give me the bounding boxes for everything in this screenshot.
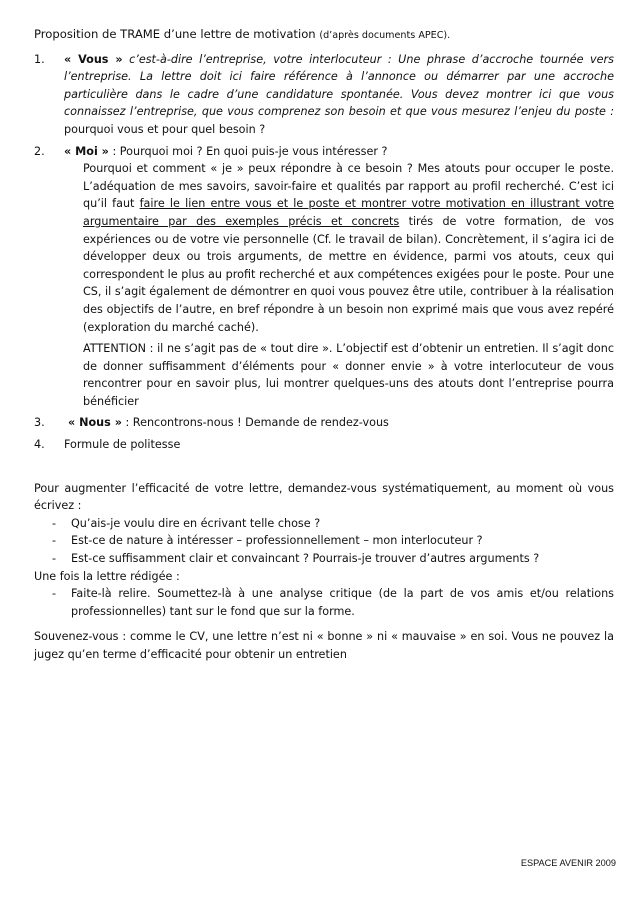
- section-text-end: pourquoi vous et pour quel besoin ?: [64, 122, 266, 136]
- underlined-text: faire le lien entre vous et le poste et montrer votre motivation en illustrant votre argumentaire par des exemples précis et concrets: [83, 197, 614, 228]
- paragraph-text-end: tirés de votre formation, de vos expériences ou de votre vie personnelle (Cf. le travail de bilan). Concrètement, il s’agira ici de développer deux ou trois arguments, de mettre en évidence, parmi vos atouts, ceux qui correspondent le plus au profit recherché et aux compétences exigées pour le poste. Pour une CS, il s’agit également de démontrer en quoi vous pouvez être utile, contribuer à la réalisation des objectifs de l’autre, en bref répondre à un besoin non exprimé mais que vous avez repéré (exploration du marché caché).: [83, 214, 614, 334]
- section-vous: [34, 51, 614, 139]
- section-text: c’est-à-dire l’entreprise, votre interlocuteur : Une phrase d’accroche tournée vers l’entreprise. La lettre doit ici faire référence à l’annonce ou démarrer par une accroche particulière dans le cadre d’une candidature spontanée. Vous devez montrer ici que vous connaissez l’entreprise, que vous comprenez son besoin et que vous mesurez l’enjeu du poste :: [64, 52, 614, 119]
- list-item: - Est-ce suffisamment clair et convaincant ? Pourrais-je trouver d’autres arguments ?: [52, 552, 540, 566]
- paragraph-atouts: [34, 160, 614, 336]
- footer-credit: ESPACE AVENIR 2009: [520, 858, 616, 868]
- conclusion-paragraph: Souvenez-vous : comme le CV, une lettre n’est ni « bonne » ni « mauvaise » en soi. Vous ne pouvez la jugez qu’en terme d’efficacité pour obtenir un entretien: [34, 630, 614, 661]
- section-politesse: [34, 436, 614, 454]
- efficacite-intro: Pour augmenter l’efficacité de votre lettre, demandez-vous systématiquement, au moment où vous écrivez :: [34, 481, 614, 513]
- section-nous: [34, 414, 614, 432]
- section-number: 3.: [34, 416, 45, 430]
- section-number: 2.: [34, 144, 45, 158]
- section-heading-text: : Pourquoi moi ? En quoi puis-je vous intéresser ?: [112, 144, 388, 158]
- keyword-nous: « Nous »: [68, 416, 122, 430]
- section-number: 1.: [34, 52, 45, 66]
- section-number: 4.: [34, 438, 45, 452]
- after-writing-list: [34, 585, 614, 620]
- title-source: (d’après documents APEC).: [319, 30, 451, 41]
- document-title: [34, 26, 614, 45]
- keyword-moi: « Moi »: [64, 144, 109, 158]
- section-text: : Rencontrons-nous ! Demande de rendez-vous: [125, 416, 389, 430]
- list-item: - Qu’ais-je voulu dire en écrivant telle chose ?: [52, 516, 321, 530]
- after-writing-label: Une fois la lettre rédigée :: [34, 569, 180, 583]
- section-moi: [34, 143, 614, 161]
- section-body: [68, 414, 614, 432]
- section-body: [64, 51, 614, 139]
- efficacite-questions: [34, 515, 614, 568]
- section-heading: [64, 143, 614, 161]
- paragraph-attention: ATTENTION : il ne s’agit pas de « tout dire ». L’objectif est d’obtenir un entretien. Il s’agit donc de donner suffisamment d’éléments pour « donner envie » à votre interlocuteur de vous rencontrer pour en savoir plus, lui montrer quelques-uns des atouts dont l’entreprise pourra bénéficier: [83, 342, 614, 408]
- list-item: - Est-ce de nature à intéresser – professionnellement – mon interlocuteur ?: [52, 534, 483, 548]
- section-text: Formule de politesse: [64, 438, 181, 452]
- title-main: Proposition de TRAME d’une lettre de motivation: [34, 27, 316, 41]
- keyword-vous: « Vous »: [64, 52, 123, 66]
- list-item: - Faite-là relire. Soumettez-là à une analyse critique (de la part de vos amis et/ou relations professionnelles) tant sur le fond que sur la forme.: [52, 587, 614, 618]
- paragraph-text: Pourquoi et comment « je » peux répondre à ce besoin ? Mes atouts pour occuper le poste. L’adéquation de mes savoirs, savoir-faire et qualités par rapport au profil recherché. C’est ici qu’il faut: [83, 162, 614, 211]
